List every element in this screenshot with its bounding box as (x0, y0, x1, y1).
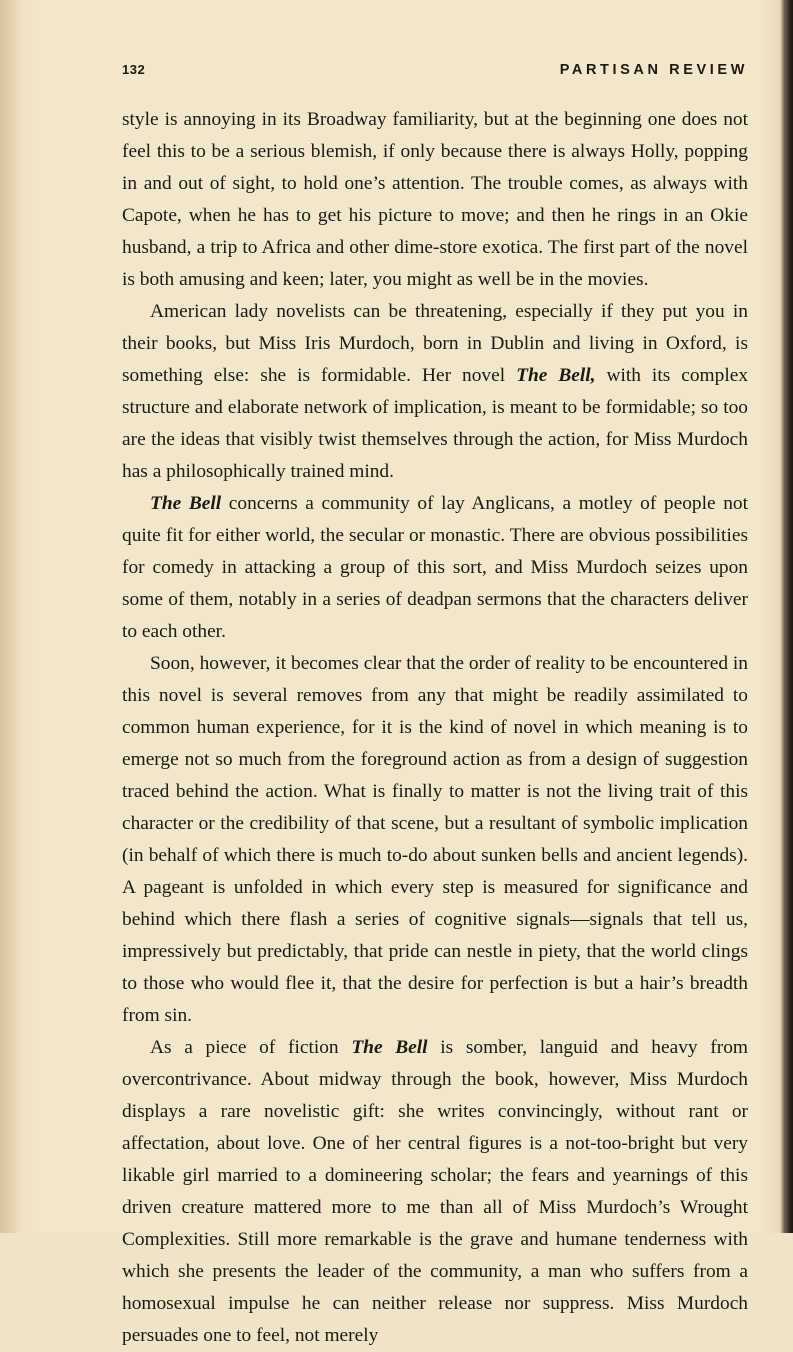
paragraph-text: is somber, languid and heavy from overcontrivance. About midway through the book, however, Miss Murdoch displays a rare novelistic gift: she writes convincingly, without rant or affectation, about love. One of her central figures is a not-too-bright but very likable girl married to a domineering scholar; the fears and yearnings of this driven creature mattered more to me than all of Miss Murdoch’s Wrought Complexities. Still more remarkable is the grave and humane tenderness with which she presents the leader of the community, a man who suffers from a homosexual impulse he can neither release nor suppress. Miss Murdoch persuades one to feel, not merely (122, 1037, 748, 1346)
page-edge-shadow (785, 0, 793, 1233)
page-number: 132 (122, 62, 146, 77)
paragraph-text: Soon, however, it becomes clear that the order of reality to be encountered in this novel is several removes from any that might be readily assimilated to common human experience, for it is the kind of novel in which meaning is to emerge not so much from the foreground action as from a design of suggestion traced behind the action. What is finally to matter is not the living trait of this character or the credibility of that scene, but a resultant of symbolic implication (in behalf of which there is much to-do about sunken bells and ancient legends). A pageant is unfolded in which every step is measured for significance and behind which there flash a series of cognitive signals—signals that tell us, impressively but predictably, that pride can nestle in piety, that the world clings to those who would flee it, that the desire for perfection is but a hair’s breadth from sin. (122, 653, 748, 1026)
book-title: The Bell (150, 493, 222, 514)
paragraph-text: style is annoying in its Broadway familiarity, but at the beginning one does not feel this to be a serious blemish, if only because there is always Holly, popping in and out of sight, to hold one’s attention. The trouble comes, as always with Capote, when he has to get his picture to move; and then he rings in an Okie husband, a trip to Africa and other dime-store exotica. The first part of the novel is both amusing and keen; later, you might as well be in the movies. (122, 109, 748, 290)
paragraph-text: As a piece of fiction (150, 1037, 352, 1058)
paragraph-text: concerns a community of lay Anglicans, a motley of people not quite fit for either world, the secular or monastic. There are obvious possibilities for comedy in attacking a group of this sort, and Miss Murdoch seizes upon some of them, notably in a series of deadpan sermons that the characters deliver to each other. (122, 493, 748, 642)
paragraph (122, 648, 748, 1032)
paragraph (122, 104, 748, 296)
page-header (122, 62, 748, 86)
paragraph-text: American lady novelists can be threatening, especially if they put you in their books, but Miss Iris Murdoch, born in Dublin and living in Oxford, is something else: she is formidable. Her novel (122, 301, 748, 386)
paragraph (122, 1032, 748, 1352)
page-gutter-shadow (0, 0, 22, 1233)
paragraph (122, 488, 748, 648)
body-text (122, 104, 748, 1352)
running-head: PARTISAN REVIEW (559, 62, 748, 78)
paragraph (122, 296, 748, 488)
paragraph-text: with its complex structure and elaborate network of implication, is meant to be formidable; so too are the ideas that visibly twist themselves through the action, for Miss Murdoch has a philosophically trained mind. (122, 365, 749, 482)
book-title: The Bell (351, 1037, 428, 1058)
book-title: The Bell, (516, 365, 596, 386)
